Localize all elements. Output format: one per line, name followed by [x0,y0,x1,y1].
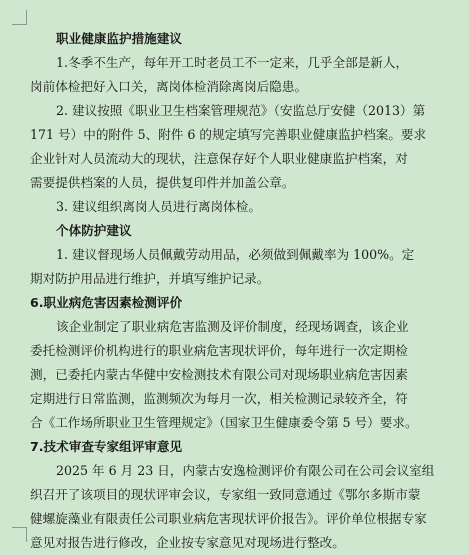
section-title-ppe: 个体防护建议 [56,223,132,238]
bottom-left-margin-mark [12,527,27,542]
paragraph-line: 健螺旋藻业有限责任公司职业病危害现状评价报告》。评价单位根据专家 [30,511,427,526]
paragraph-line: 2. 建议按照《职业卫生档案管理规范》（安监总厅安健（2013）第 [56,103,426,118]
paragraph-line: 委托检测评价机构进行的职业病危害现状评价，每年进行一次定期检 [30,343,408,358]
section-heading-7: 7.技术审查专家组评审意见 [30,439,183,454]
paragraph-line: 定期进行日常监测，监测频次为每月一次，相关检测记录较齐全，符 [30,391,408,406]
paragraph-line: 织召开了该项目的现状评审会议，专家组一致同意通过《鄂尔多斯市蒙 [30,487,421,502]
section-heading-6: 6.职业病危害因素检测评价 [30,295,183,310]
paragraph-line: 171 号）中的附件 5、附件 6 的规定填写完善职业健康监护档案。要求 [30,127,427,142]
paragraph-line: 需要提供档案的人员，提供复印件并加盖公章。 [30,175,295,190]
paragraph-line: 岗前体检把好入口关，离岗体检消除离岗后隐患。 [30,79,308,94]
paragraph-line: 企业针对人员流动大的现状，注意保存好个人职业健康监护档案，对 [30,151,408,166]
paragraph-line: 测，已委托内蒙古华健中安检测技术有限公司对现场职业病危害因素 [30,367,408,382]
paragraph-line: 1. 建议督现场人员佩戴劳动用品，必须做到佩戴率为 100%。定 [56,247,415,262]
paragraph-line: 意见对报告进行修改，企业按专家意见对现场进行整改。 [30,535,345,550]
paragraph-line: 合《工作场所职业卫生管理规定》（国家卫生健康委令第 5 号）要求。 [30,415,418,430]
top-left-margin-mark [12,10,27,25]
paragraph-line: 该企业制定了职业病危害监测及评价制度，经现场调查，该企业 [56,319,409,334]
section-title-health-monitoring: 职业健康监护措施建议 [56,31,182,46]
paragraph-line: 1.冬季不生产，每年开工时老员工不一定来，几乎全部是新人， [56,55,409,70]
paragraph-line: 3. 建议组织离岗人员进行离岗体检。 [56,199,261,214]
paragraph-line: 2025 年 6 月 23 日，内蒙古安逸检测评价有限公司在公司会议室组 [56,463,435,478]
paragraph-line: 期对防护用品进行维护，并填写维护记录。 [30,271,270,286]
